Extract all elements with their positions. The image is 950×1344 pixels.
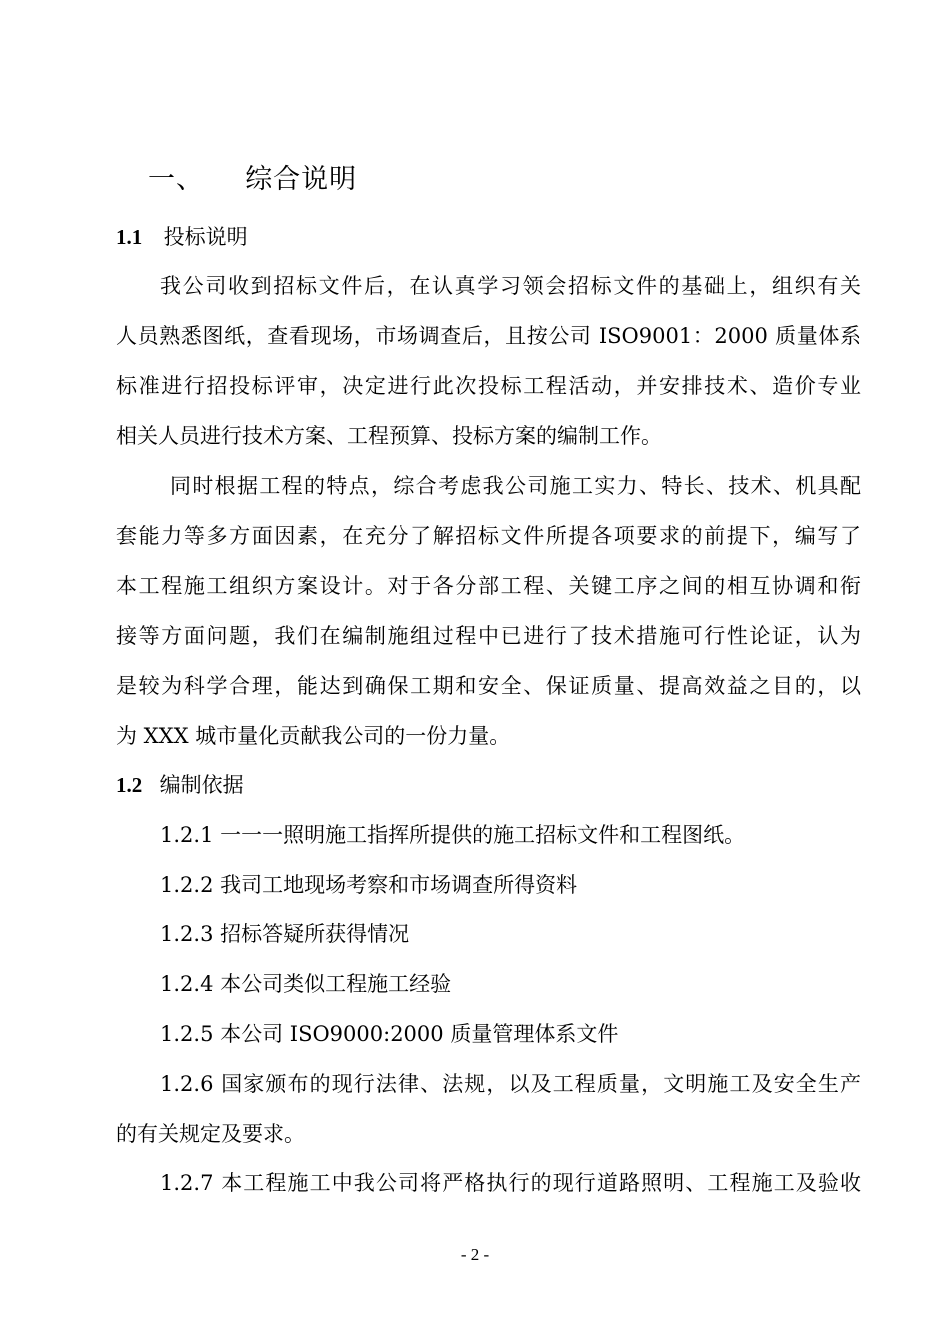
chapter-heading xyxy=(148,163,357,197)
chapter-title: 综合说明 xyxy=(245,164,358,195)
section-number: 1.1 xyxy=(116,225,143,249)
list-item: 1.2.4 本公司类似工程施工经验 xyxy=(160,972,452,996)
section-title: 编制依据 xyxy=(159,773,244,797)
paragraph-line: 相关人员进行技术方案、工程预算、投标方案的编制工作。 xyxy=(116,424,662,448)
paragraph-line: 同时根据工程的特点，综合考虑我公司施工实力、特长、技术、机具配 xyxy=(170,474,861,498)
section-number: 1.2 xyxy=(116,773,143,797)
paragraph-line: 我公司收到招标文件后，在认真学习领会招标文件的基础上，组织有关 xyxy=(160,274,861,298)
paragraph-line: 为 XXX 城市量化贡献我公司的一份力量。 xyxy=(116,724,511,748)
section-title: 投标说明 xyxy=(163,225,248,249)
paragraph-line: 本工程施工组织方案设计。对于各分部工程、关键工序之间的相互协调和衔 xyxy=(116,574,861,598)
section-heading-1-1 xyxy=(116,224,248,250)
list-item: 1.2.5 本公司 ISO9000:2000 质量管理体系文件 xyxy=(160,1022,619,1046)
paragraph-line: 人员熟悉图纸，查看现场，市场调查后，且按公司 ISO9001：2000 质量体系 xyxy=(116,324,861,348)
list-item: 1.2.2 我司工地现场考察和市场调查所得资料 xyxy=(160,873,578,897)
paragraph-line: 套能力等多方面因素，在充分了解招标文件所提各项要求的前提下，编写了 xyxy=(116,524,861,548)
page-number: - 2 - xyxy=(460,1245,490,1264)
paragraph-line: 是较为科学合理，能达到确保工期和安全、保证质量、提高效益之目的，以 xyxy=(116,674,861,698)
list-item: 1.2.1 一一一照明施工指挥所提供的施工招标文件和工程图纸。 xyxy=(160,823,746,847)
section-heading-1-2 xyxy=(116,772,244,798)
list-item: 1.2.3 招标答疑所获得情况 xyxy=(160,922,410,946)
paragraph-line: 接等方面问题，我们在编制施组过程中已进行了技术措施可行性论证，认为 xyxy=(116,624,861,648)
chapter-number: 一、 xyxy=(148,164,204,195)
list-item: 1.2.6 国家颁布的现行法律、法规，以及工程质量，文明施工及安全生产 xyxy=(160,1072,861,1096)
paragraph-line: 标准进行招投标评审，决定进行此次投标工程活动，并安排技术、造价专业 xyxy=(116,374,861,398)
list-item: 1.2.7 本工程施工中我公司将严格执行的现行道路照明、工程施工及验收 xyxy=(160,1171,861,1195)
list-item-continuation: 的有关规定及要求。 xyxy=(116,1122,305,1146)
